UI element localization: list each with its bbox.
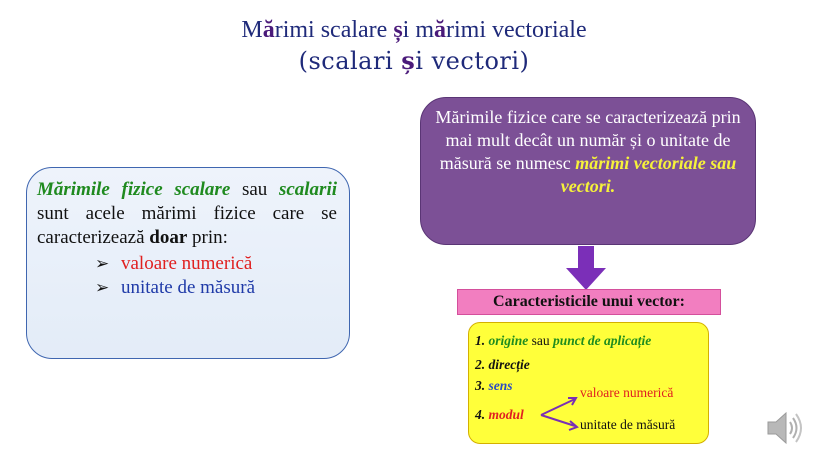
characteristics-box <box>468 322 709 444</box>
characteristic-sense: 3. sens <box>475 378 513 393</box>
scalar-definition-text: Mărimile fizice scalare sau scalarii sunt acele mărimi fizice care se caracterizează doar prin: <box>37 179 337 248</box>
characteristic-origin: 1. origine sau punct de aplicație <box>475 333 652 348</box>
scalar-definition-box <box>26 167 350 359</box>
arrowhead-bullet-icon: ➢ <box>95 254 110 273</box>
slide-title: Mărimi scalare și mărimi vectoriale <box>241 17 587 43</box>
modulus-value-label: valoare numerică <box>580 385 674 400</box>
list-item: ➢ unitate de măsură <box>95 277 256 298</box>
characteristic-modulus: 4. modul <box>475 407 524 422</box>
list-item: ➢ valoare numerică <box>95 253 253 274</box>
vector-definition-box: Mărimile fizice care se caracterizează prin mai mult decât un număr și o unitate de măsură se numesc mărimi vectoriale sau vectori. <box>420 97 756 245</box>
characteristics-title: Caracteristicile unui vector: <box>457 289 721 315</box>
down-arrow-icon <box>566 246 606 290</box>
branch-arrows-icon <box>539 395 581 431</box>
modulus-unit-label: unitate de măsură <box>580 417 676 432</box>
slide-subtitle: (scalari și vectori) <box>298 46 530 75</box>
characteristic-direction: 2. direcție <box>475 357 530 372</box>
arrowhead-bullet-icon: ➢ <box>95 278 110 297</box>
scalar-properties-list <box>37 252 337 300</box>
speaker-icon[interactable] <box>764 408 804 448</box>
